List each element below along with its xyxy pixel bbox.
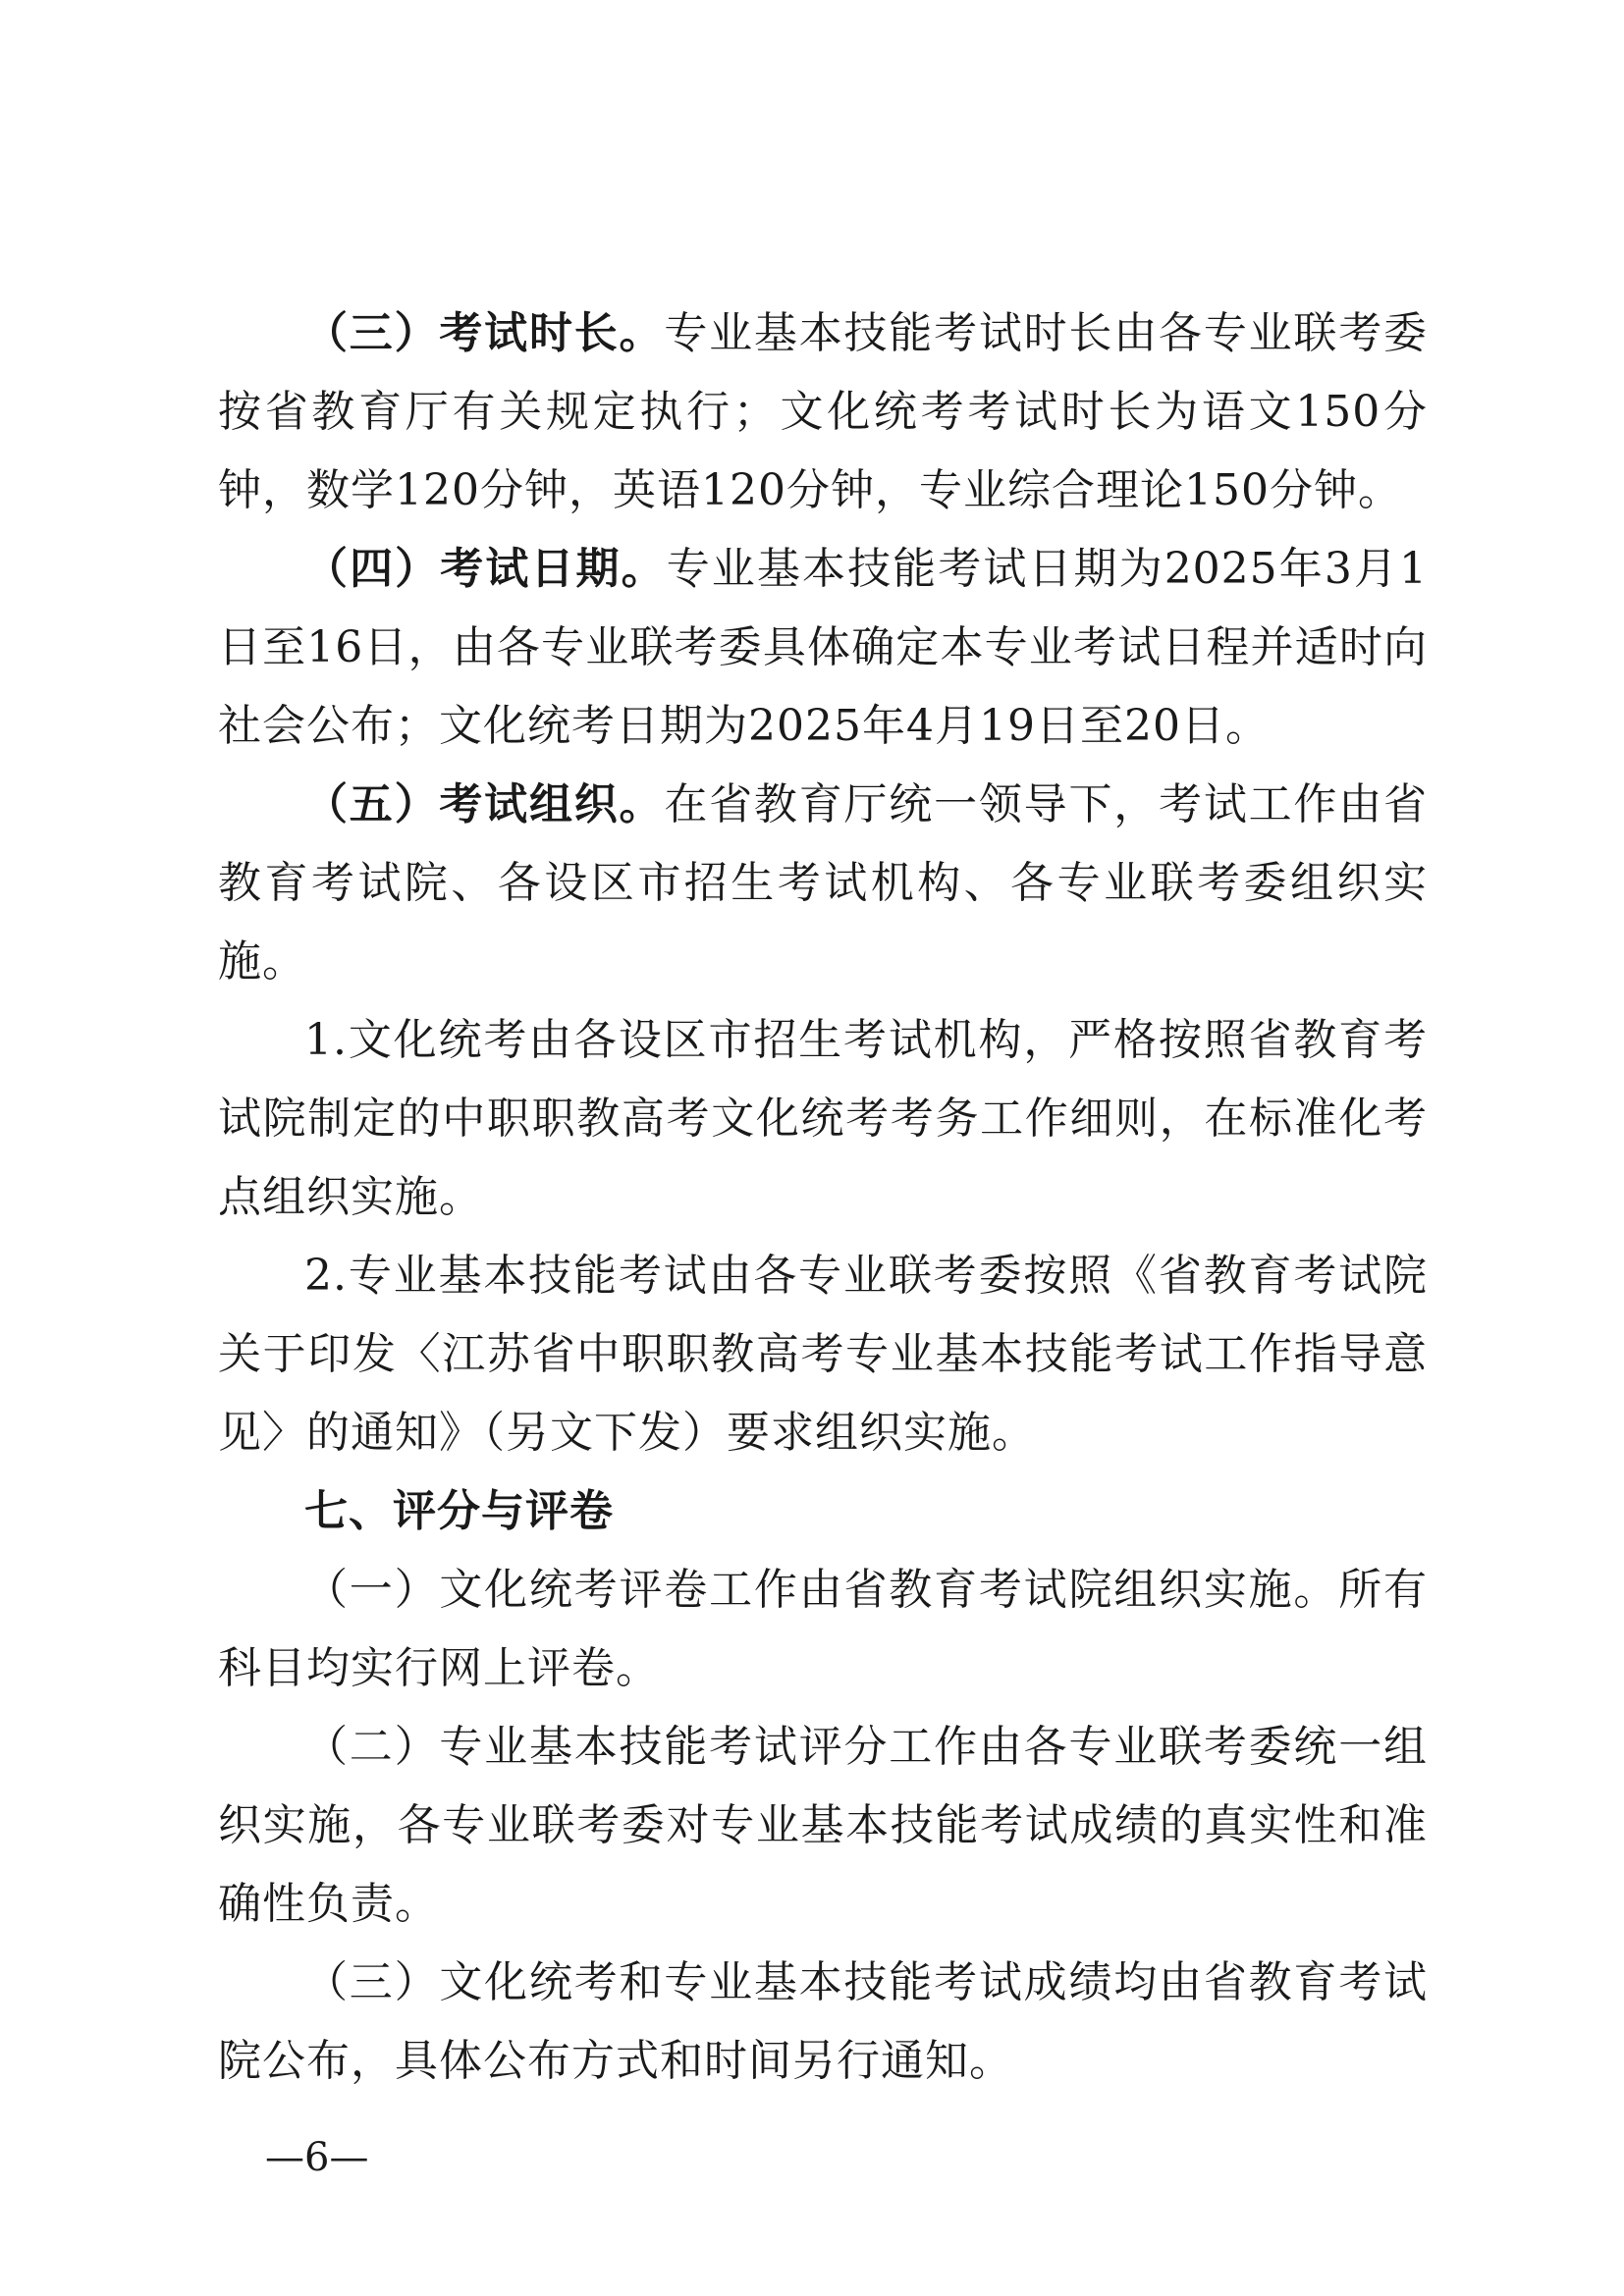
paragraph-lead: （三）考试时长。 <box>304 308 665 358</box>
document-body <box>218 294 1428 2101</box>
paragraph-item-1 <box>218 1001 1428 1237</box>
paragraph-text: 2.专业基本技能考试由各专业联考委按照《省教育考试院关于印发〈江苏省中职职教高考专业基本技能考试工作指导意见〉的通知》（另文下发）要求组织实施。 <box>218 1251 1428 1458</box>
paragraph-text: 专业基本技能考试日期为2025年3月1日至16日，由各专业联考委具体确定本专业考试日程并适时向社会公布；文化统考日期为2025年4月19日至20日。 <box>218 544 1429 751</box>
paragraph-exam-duration <box>218 294 1428 530</box>
page-number: —6— <box>265 2135 369 2180</box>
paragraph-exam-organization <box>218 766 1428 1001</box>
paragraph-exam-date <box>218 530 1428 766</box>
section-heading: 七、评分与评卷 <box>304 1486 614 1536</box>
section-paragraph-1: （一）文化统考评卷工作由省教育考试院组织实施。所有科目均实行网上评卷。 <box>218 1565 1428 1693</box>
paragraph-text: 专业基本技能考试时长由各专业联考委按省教育厅有关规定执行；文化统考考试时长为语文150分钟，数学120分钟，英语120分钟，专业综合理论150分钟。 <box>218 308 1429 515</box>
paragraph-text: 1.文化统考由各设区市招生考试机构，严格按照省教育考试院制定的中职职教高考文化统考考务工作细则，在标准化考点组织实施。 <box>218 1015 1428 1222</box>
section-paragraph-2: （二）专业基本技能考试评分工作由各专业联考委统一组织实施，各专业联考委对专业基本技能考试成绩的真实性和准确性负责。 <box>218 1722 1428 1929</box>
paragraph-text: 在省教育厅统一领导下，考试工作由省教育考试院、各设区市招生考试机构、各专业联考委组织实施。 <box>218 779 1429 987</box>
paragraph-lead: （五）考试组织。 <box>304 779 665 829</box>
paragraph-lead: （四）考试日期。 <box>304 544 667 594</box>
paragraph-item-2 <box>218 1237 1428 1472</box>
section-paragraph-3: （三）文化统考和专业基本技能考试成绩均由省教育考试院公布，具体公布方式和时间另行通知。 <box>218 1957 1428 2086</box>
